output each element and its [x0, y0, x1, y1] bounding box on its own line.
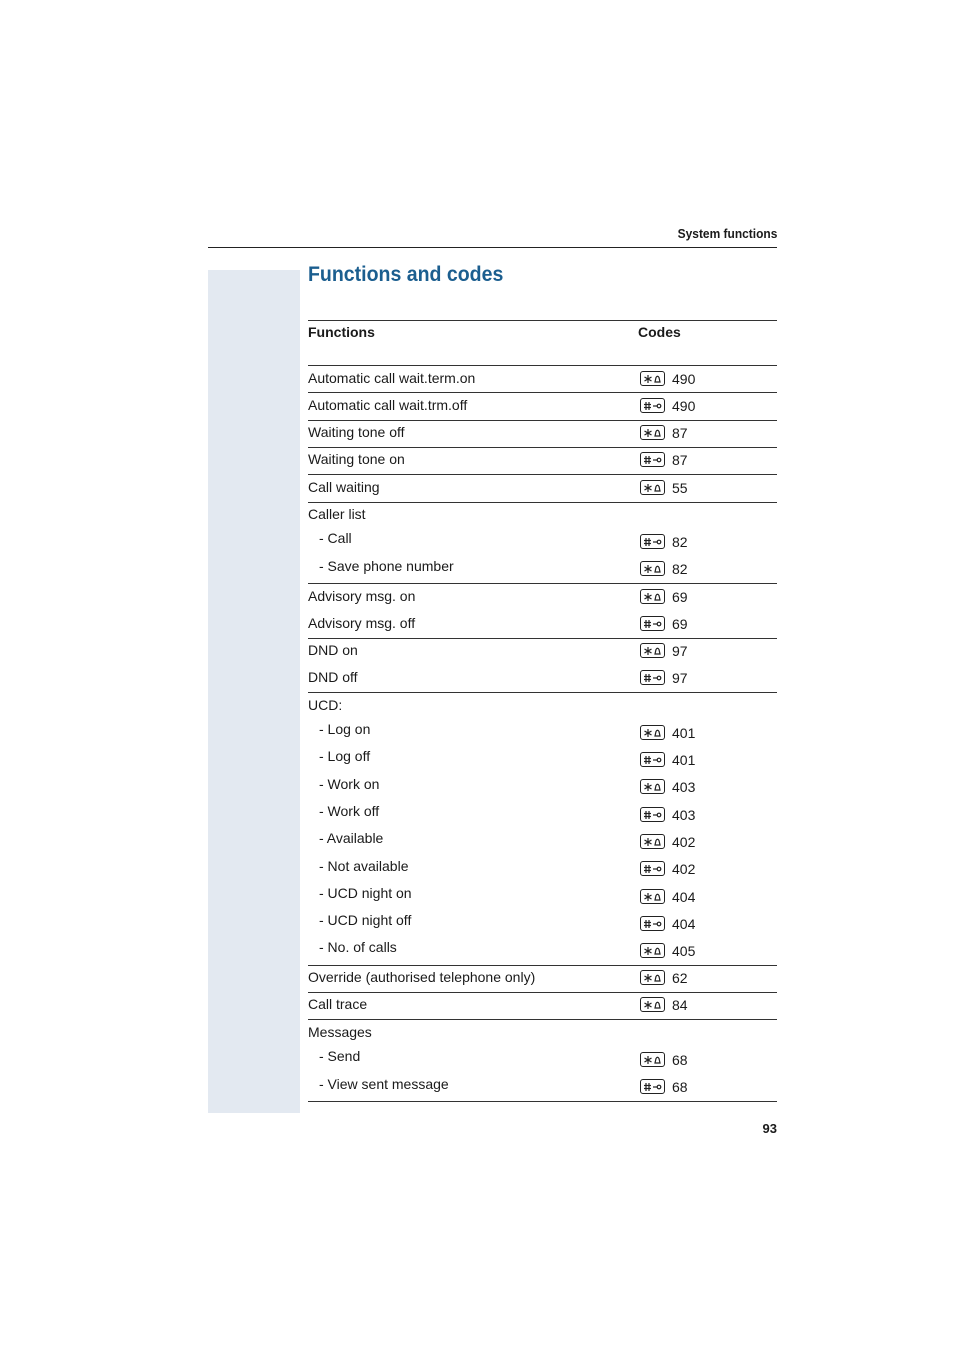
- star-key-icon: [640, 834, 665, 849]
- function-label: Automatic call wait.trm.off: [308, 397, 468, 413]
- code-number: 87: [672, 451, 688, 468]
- code-number: 405: [672, 942, 696, 959]
- row-divider: [308, 447, 777, 448]
- star-key-icon: [640, 371, 665, 386]
- hash-key-icon: [640, 398, 665, 413]
- star-key-icon: [640, 970, 665, 985]
- function-code: [640, 1078, 688, 1095]
- column-header-functions: Functions: [308, 324, 375, 340]
- code-number: 402: [672, 860, 696, 877]
- column-header-codes: Codes: [638, 324, 681, 340]
- code-number: 55: [672, 479, 688, 496]
- row-divider: [308, 1019, 777, 1020]
- star-key-icon: [640, 480, 665, 495]
- function-label: - Log on: [319, 721, 371, 737]
- row-divider: [308, 992, 777, 993]
- code-number: 401: [672, 724, 696, 741]
- row-divider: [308, 583, 777, 584]
- function-label: Advisory msg. off: [308, 615, 416, 631]
- star-key-icon: [640, 425, 665, 440]
- function-code: [640, 560, 688, 577]
- star-key-icon: [640, 561, 665, 576]
- function-code: [640, 942, 695, 959]
- hash-key-icon: [640, 1079, 665, 1094]
- row-divider: [308, 474, 777, 475]
- star-key-icon: [640, 779, 665, 794]
- function-label: - Not available: [319, 858, 409, 874]
- function-label: - UCD night on: [319, 885, 412, 901]
- star-key-icon: [640, 943, 665, 958]
- function-label: - Call: [319, 530, 352, 546]
- hash-key-icon: [640, 670, 665, 685]
- code-number: 403: [672, 778, 696, 795]
- hash-key-icon: [640, 916, 665, 931]
- code-number: 97: [672, 669, 688, 686]
- hash-key-icon: [640, 752, 665, 767]
- function-code: [640, 479, 688, 496]
- running-header: System functions: [677, 226, 777, 241]
- star-key-icon: [640, 1052, 665, 1067]
- function-label: Messages: [308, 1024, 372, 1040]
- code-number: 402: [672, 833, 696, 850]
- code-number: 82: [672, 533, 688, 550]
- function-label: - Send: [319, 1048, 361, 1064]
- header-rule: [208, 247, 777, 248]
- function-label: - Log off: [319, 748, 371, 764]
- code-number: 490: [672, 370, 696, 387]
- code-number: 62: [672, 969, 688, 986]
- code-number: 68: [672, 1051, 688, 1068]
- function-label: DND off: [308, 669, 358, 685]
- function-label: - Save phone number: [319, 558, 454, 574]
- function-label: Waiting tone off: [308, 424, 405, 440]
- function-label: DND on: [308, 642, 358, 658]
- function-label: - UCD night off: [319, 912, 412, 928]
- code-number: 403: [672, 806, 696, 823]
- function-code: [640, 778, 695, 795]
- function-code: [640, 588, 688, 605]
- hash-key-icon: [640, 861, 665, 876]
- star-key-icon: [640, 643, 665, 658]
- row-divider: [308, 420, 777, 421]
- function-label: UCD:: [308, 697, 343, 713]
- star-key-icon: [640, 889, 665, 904]
- hash-key-icon: [640, 534, 665, 549]
- function-label: - Available: [319, 830, 384, 846]
- function-code: [640, 751, 695, 768]
- row-divider: [308, 392, 777, 393]
- row-divider: [308, 1101, 777, 1102]
- star-key-icon: [640, 589, 665, 604]
- function-code: [640, 669, 688, 686]
- function-code: [640, 888, 695, 905]
- hash-key-icon: [640, 807, 665, 822]
- table-top-rule: [308, 320, 777, 321]
- function-label: Call waiting: [308, 479, 380, 495]
- sidebar-margin: [208, 270, 300, 1113]
- row-divider: [308, 965, 777, 966]
- code-number: 404: [672, 888, 696, 905]
- function-label: Caller list: [308, 506, 366, 522]
- code-number: 97: [672, 642, 688, 659]
- code-number: 490: [672, 397, 696, 414]
- function-label: - Work off: [319, 803, 380, 819]
- star-key-icon: [640, 997, 665, 1012]
- function-code: [640, 533, 688, 550]
- code-number: 82: [672, 560, 688, 577]
- function-code: [640, 860, 695, 877]
- function-code: [640, 1051, 688, 1068]
- row-divider: [308, 365, 777, 366]
- function-label: Advisory msg. on: [308, 588, 416, 604]
- row-divider: [308, 692, 777, 693]
- row-divider: [308, 638, 777, 639]
- function-code: [640, 370, 695, 387]
- function-code: [640, 915, 695, 932]
- code-number: 69: [672, 615, 688, 632]
- function-label: Call trace: [308, 996, 368, 1012]
- function-label: Waiting tone on: [308, 451, 405, 467]
- page-title: Functions and codes: [308, 263, 504, 286]
- function-code: [640, 969, 688, 986]
- function-label: - Work on: [319, 776, 380, 792]
- hash-key-icon: [640, 452, 665, 467]
- function-code: [640, 424, 688, 441]
- function-code: [640, 397, 695, 414]
- row-divider: [308, 502, 777, 503]
- code-number: 69: [672, 588, 688, 605]
- function-code: [640, 642, 688, 659]
- hash-key-icon: [640, 616, 665, 631]
- function-code: [640, 615, 688, 632]
- code-number: 84: [672, 996, 688, 1013]
- function-label: Override (authorised telephone only): [308, 969, 536, 985]
- function-label: Automatic call wait.term.on: [308, 370, 476, 386]
- function-code: [640, 996, 688, 1013]
- function-code: [640, 451, 688, 468]
- function-code: [640, 806, 695, 823]
- function-label: - No. of calls: [319, 939, 397, 955]
- function-label: - View sent message: [319, 1076, 449, 1092]
- code-number: 401: [672, 751, 696, 768]
- function-code: [640, 833, 695, 850]
- page-number: 93: [762, 1121, 777, 1136]
- code-number: 404: [672, 915, 696, 932]
- function-code: [640, 724, 695, 741]
- code-number: 87: [672, 424, 688, 441]
- star-key-icon: [640, 725, 665, 740]
- code-number: 68: [672, 1078, 688, 1095]
